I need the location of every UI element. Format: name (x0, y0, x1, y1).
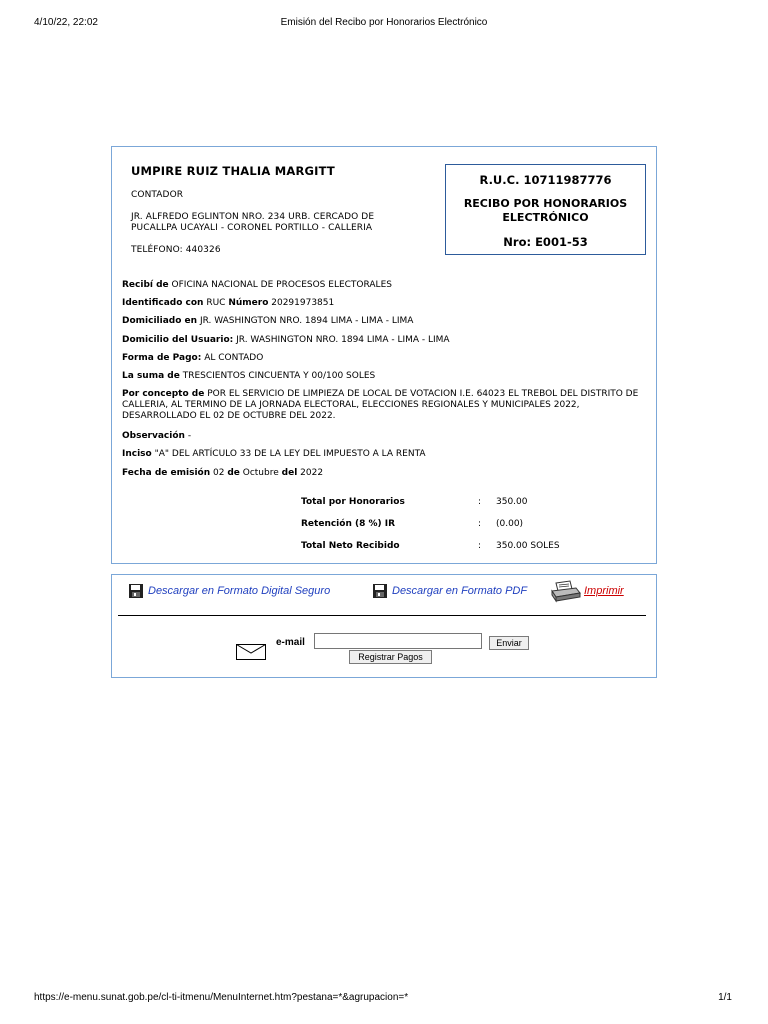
domic-value: JR. WASHINGTON NRO. 1894 LIMA - LIMA - LIMA (199, 316, 414, 326)
issuer-name: UMPIRE RUIZ THALIA MARGITT (131, 164, 335, 178)
total-colon: : (478, 541, 482, 551)
envelope-icon (236, 644, 266, 660)
domic-user-value: JR. WASHINGTON NRO. 1894 LIMA - LIMA - LIMA (236, 335, 450, 345)
floppy-disk-icon (128, 583, 144, 599)
forma-value: AL CONTADO (204, 353, 264, 363)
suma-label: La suma de (122, 371, 180, 381)
fecha-de1: de (227, 468, 240, 478)
ident-num-label: Número (228, 298, 269, 308)
fecha-label: Fecha de emisión (122, 468, 211, 478)
ident-value: 20291973851 (271, 298, 335, 308)
print-page-title: Emisión del Recibo por Honorarios Electrónico (280, 17, 488, 28)
printer-icon (550, 579, 582, 603)
recibi-label: Recibí de (122, 280, 169, 290)
ident-doc-type: RUC (206, 298, 226, 308)
receipt-type-line2: ELECTRÓNICO (502, 211, 589, 224)
domic-user-label: Domicilio del Usuario: (122, 335, 234, 345)
obs-value: - (187, 431, 192, 441)
actions-panel (111, 574, 657, 678)
domic-label: Domiciliado en (122, 316, 198, 326)
print-header (0, 17, 768, 31)
divider (118, 615, 646, 616)
field-observacion (122, 431, 642, 442)
field-fecha-emision (122, 468, 642, 479)
floppy-disk-icon (372, 583, 388, 599)
obs-label: Observación (122, 431, 185, 441)
suma-value: TRESCIENTOS CINCUENTA Y 00/100 SOLES (182, 371, 376, 381)
total-colon: : (478, 497, 482, 507)
download-secure-label: Descargar en Formato Digital Seguro (148, 585, 331, 597)
print-footer (0, 992, 768, 1006)
total-colon: : (478, 519, 482, 529)
issuer-occupation: CONTADOR (131, 190, 184, 200)
field-suma (122, 371, 642, 382)
ident-label: Identificado con (122, 298, 204, 308)
send-button[interactable]: Enviar (489, 636, 529, 650)
receipt-number: Nro: E001-53 (503, 235, 588, 249)
recibi-value: OFICINA NACIONAL DE PROCESOS ELECTORALES (171, 280, 392, 290)
fecha-day: 02 (213, 468, 225, 478)
download-pdf-link[interactable] (372, 583, 527, 599)
field-concepto (122, 389, 642, 422)
total-label: Total Neto Recibido (301, 541, 400, 551)
receipt-type-line1: RECIBO POR HONORARIOS (463, 197, 628, 210)
print-page-number: 1/1 (718, 992, 732, 1003)
print-url: https://e-menu.sunat.gob.pe/cl-ti-itmenu/MenuInternet.htm?pestana=*&agrupacion=* (34, 992, 409, 1003)
receipt-panel (111, 146, 657, 564)
ruc-number: R.U.C. 10711987776 (479, 173, 612, 187)
download-secure-link[interactable] (128, 583, 330, 599)
email-label: e-mail (276, 637, 305, 648)
receipt-type (446, 197, 645, 225)
total-value: 350.00 SOLES (496, 541, 560, 551)
forma-label: Forma de Pago: (122, 353, 202, 363)
field-recibi (122, 280, 642, 291)
issuer-phone: TELÉFONO: 440326 (131, 245, 221, 255)
print-link[interactable] (550, 579, 624, 603)
print-label: Imprimir (584, 585, 624, 597)
inciso-value: "A" DEL ARTÍCULO 33 DE LA LEY DEL IMPUESTO A LA RENTA (154, 449, 426, 459)
ruc-box (445, 164, 646, 255)
field-identificado (122, 298, 642, 309)
inciso-label: Inciso (122, 449, 152, 459)
fecha-year: 2022 (300, 468, 324, 478)
field-domicilio-usuario (122, 335, 642, 346)
register-payments-button[interactable]: Registrar Pagos (349, 650, 432, 664)
total-label: Total por Honorarios (301, 497, 405, 507)
total-value: (0.00) (496, 519, 524, 529)
field-inciso (122, 449, 642, 460)
fecha-month: Octubre (242, 468, 279, 478)
total-value: 350.00 (496, 497, 528, 507)
field-domiciliado (122, 316, 642, 327)
fecha-de2: del (281, 468, 298, 478)
download-pdf-label: Descargar en Formato PDF (392, 585, 528, 597)
field-forma-pago (122, 353, 642, 364)
email-input[interactable] (314, 633, 482, 649)
issuer-address-line2: PUCALLPA UCAYALI - CORONEL PORTILLO - CALLERIA (131, 223, 373, 233)
concepto-value: POR EL SERVICIO DE LIMPIEZA DE LOCAL DE VOTACION I.E. 64023 EL TREBOL DEL DISTRITO DE CALLERIA, AL TERMINO DE LA JORNADA ELECTORAL, ELECCIONES REGIONALES Y MUNICIPALES 2022, DESARROLLADO EL 02 DE OCTUBRE DEL 2022. (122, 389, 639, 421)
issuer-address-line1: JR. ALFREDO EGLINTON NRO. 234 URB. CERCADO DE (131, 212, 375, 222)
concepto-label: Por concepto de (122, 389, 205, 399)
total-label: Retención (8 %) IR (301, 519, 396, 529)
print-datetime: 4/10/22, 22:02 (34, 17, 98, 28)
